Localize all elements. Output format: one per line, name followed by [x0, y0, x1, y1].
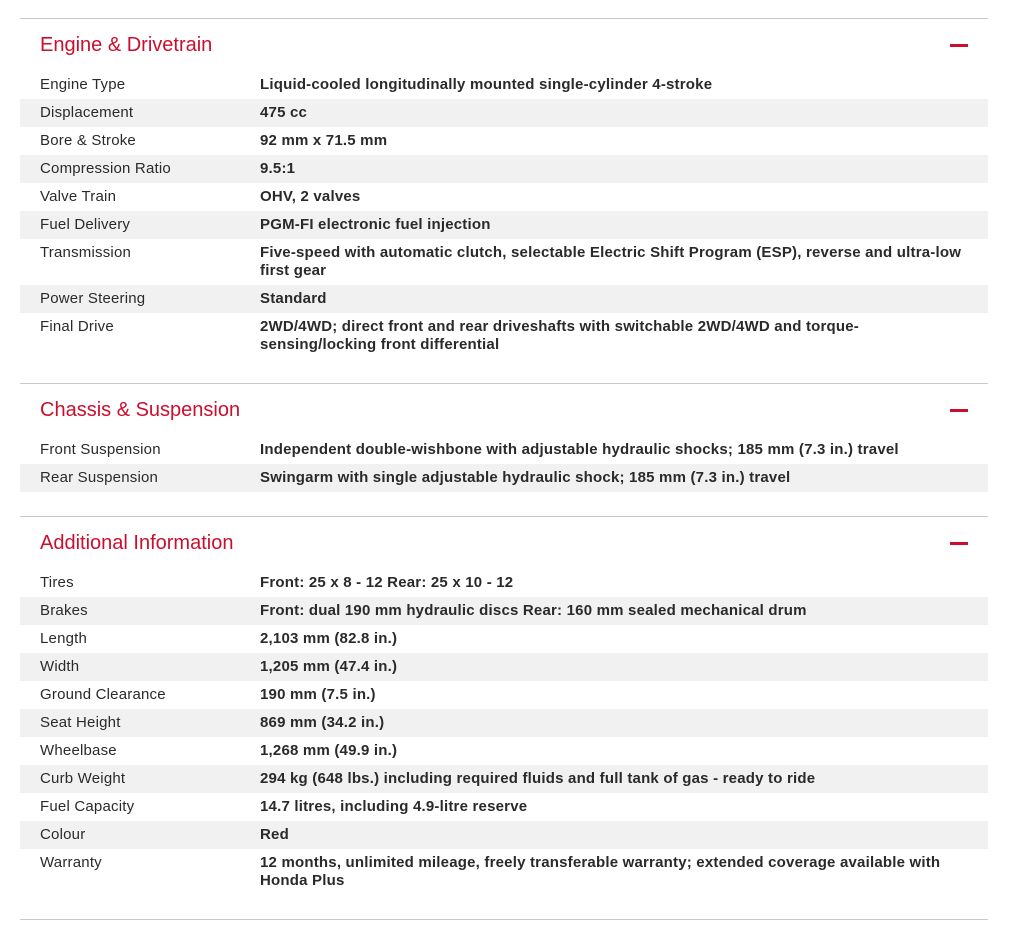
spec-value: 294 kg (648 lbs.) including required fluids and full tank of gas - ready to ride: [260, 770, 816, 787]
spec-value: Front: 25 x 8 - 12 Rear: 25 x 10 - 12: [260, 574, 514, 591]
spec-label: Rear Suspension: [40, 469, 159, 486]
spec-table: [20, 71, 988, 383]
spec-label: Transmission: [40, 244, 132, 261]
spec-value: 190 mm (7.5 in.): [260, 686, 376, 703]
spec-table: [20, 436, 988, 516]
table-row: [20, 737, 988, 765]
spec-value: 9.5:1: [260, 160, 296, 177]
spec-label: Power Steering: [40, 290, 146, 307]
spec-label: Fuel Delivery: [40, 216, 131, 233]
spec-value: 1,268 mm (49.9 in.): [260, 742, 398, 759]
minus-icon[interactable]: [949, 35, 968, 55]
table-row: [20, 681, 988, 709]
spec-value: Red: [260, 826, 289, 843]
spec-label: Curb Weight: [40, 770, 126, 787]
table-row: [20, 569, 988, 597]
spec-label: Wheelbase: [40, 742, 117, 759]
table-row: [20, 653, 988, 681]
spec-label: Length: [40, 630, 88, 647]
table-row: [20, 155, 988, 183]
table-row: [20, 464, 988, 492]
section-additional-information: [20, 516, 988, 919]
spec-value: 12 months, unlimited mileage, freely transferable warranty; extended coverage available with Honda Plus: [260, 854, 941, 889]
table-row: [20, 625, 988, 653]
section-title[interactable]: Engine & Drivetrain: [40, 33, 213, 56]
spec-label: Width: [40, 658, 80, 675]
spec-label: Ground Clearance: [40, 686, 166, 703]
section-chassis-suspension: [20, 383, 988, 516]
spec-label: Front Suspension: [40, 441, 161, 458]
spec-value: 475 cc: [260, 104, 308, 121]
table-row: [20, 127, 988, 155]
table-row: [20, 709, 988, 737]
spec-label: Valve Train: [40, 188, 117, 205]
spec-label: Seat Height: [40, 714, 121, 731]
spec-value: 2,103 mm (82.8 in.): [260, 630, 398, 647]
spec-value: Five-speed with automatic clutch, selectable Electric Shift Program (ESP), reverse and ultra-low first gear: [260, 244, 962, 279]
table-row: [20, 821, 988, 849]
section-title[interactable]: Additional Information: [40, 531, 234, 554]
minus-icon[interactable]: [949, 400, 968, 420]
spec-value: Independent double-wishbone with adjustable hydraulic shocks; 185 mm (7.3 in.) travel: [260, 441, 899, 458]
table-row: [20, 313, 988, 359]
table-row: [20, 793, 988, 821]
spec-label: Displacement: [40, 104, 134, 121]
spec-label: Final Drive: [40, 318, 114, 335]
divider: [20, 919, 988, 920]
table-row: [20, 183, 988, 211]
table-row: [20, 285, 988, 313]
spec-label: Fuel Capacity: [40, 798, 135, 815]
spec-value: 869 mm (34.2 in.): [260, 714, 385, 731]
spec-label: Brakes: [40, 602, 88, 619]
spec-accordion: [20, 18, 988, 920]
minus-icon[interactable]: [949, 533, 968, 553]
spec-value: PGM-FI electronic fuel injection: [260, 216, 491, 233]
spec-label: Engine Type: [40, 76, 126, 93]
table-row: [20, 436, 988, 464]
section-title[interactable]: Chassis & Suspension: [40, 398, 241, 421]
spec-value: Liquid-cooled longitudinally mounted single-cylinder 4-stroke: [260, 76, 713, 93]
table-row: [20, 597, 988, 625]
table-row: [20, 71, 988, 99]
table-row: [20, 239, 988, 285]
table-row: [20, 765, 988, 793]
table-row: [20, 849, 988, 895]
spec-table: [20, 569, 988, 919]
section-engine-drivetrain: [20, 18, 988, 383]
spec-value: 2WD/4WD; direct front and rear driveshafts with switchable 2WD/4WD and torque-sensing/locking front differential: [260, 318, 860, 353]
spec-label: Warranty: [40, 854, 102, 871]
table-row: [20, 99, 988, 127]
spec-label: Colour: [40, 826, 86, 843]
spec-value: Swingarm with single adjustable hydraulic shock; 185 mm (7.3 in.) travel: [260, 469, 791, 486]
section-header[interactable]: [20, 19, 988, 71]
spec-value: Standard: [260, 290, 327, 307]
spec-label: Bore & Stroke: [40, 132, 136, 149]
spec-label: Tires: [40, 574, 74, 591]
spec-label: Compression Ratio: [40, 160, 171, 177]
spec-value: Front: dual 190 mm hydraulic discs Rear: 160 mm sealed mechanical drum: [260, 602, 807, 619]
section-header[interactable]: [20, 384, 988, 436]
spec-value: 1,205 mm (47.4 in.): [260, 658, 398, 675]
spec-value: 14.7 litres, including 4.9-litre reserve: [260, 798, 528, 815]
section-header[interactable]: [20, 517, 988, 569]
table-row: [20, 211, 988, 239]
spec-value: 92 mm x 71.5 mm: [260, 132, 388, 149]
spec-value: OHV, 2 valves: [260, 188, 361, 205]
